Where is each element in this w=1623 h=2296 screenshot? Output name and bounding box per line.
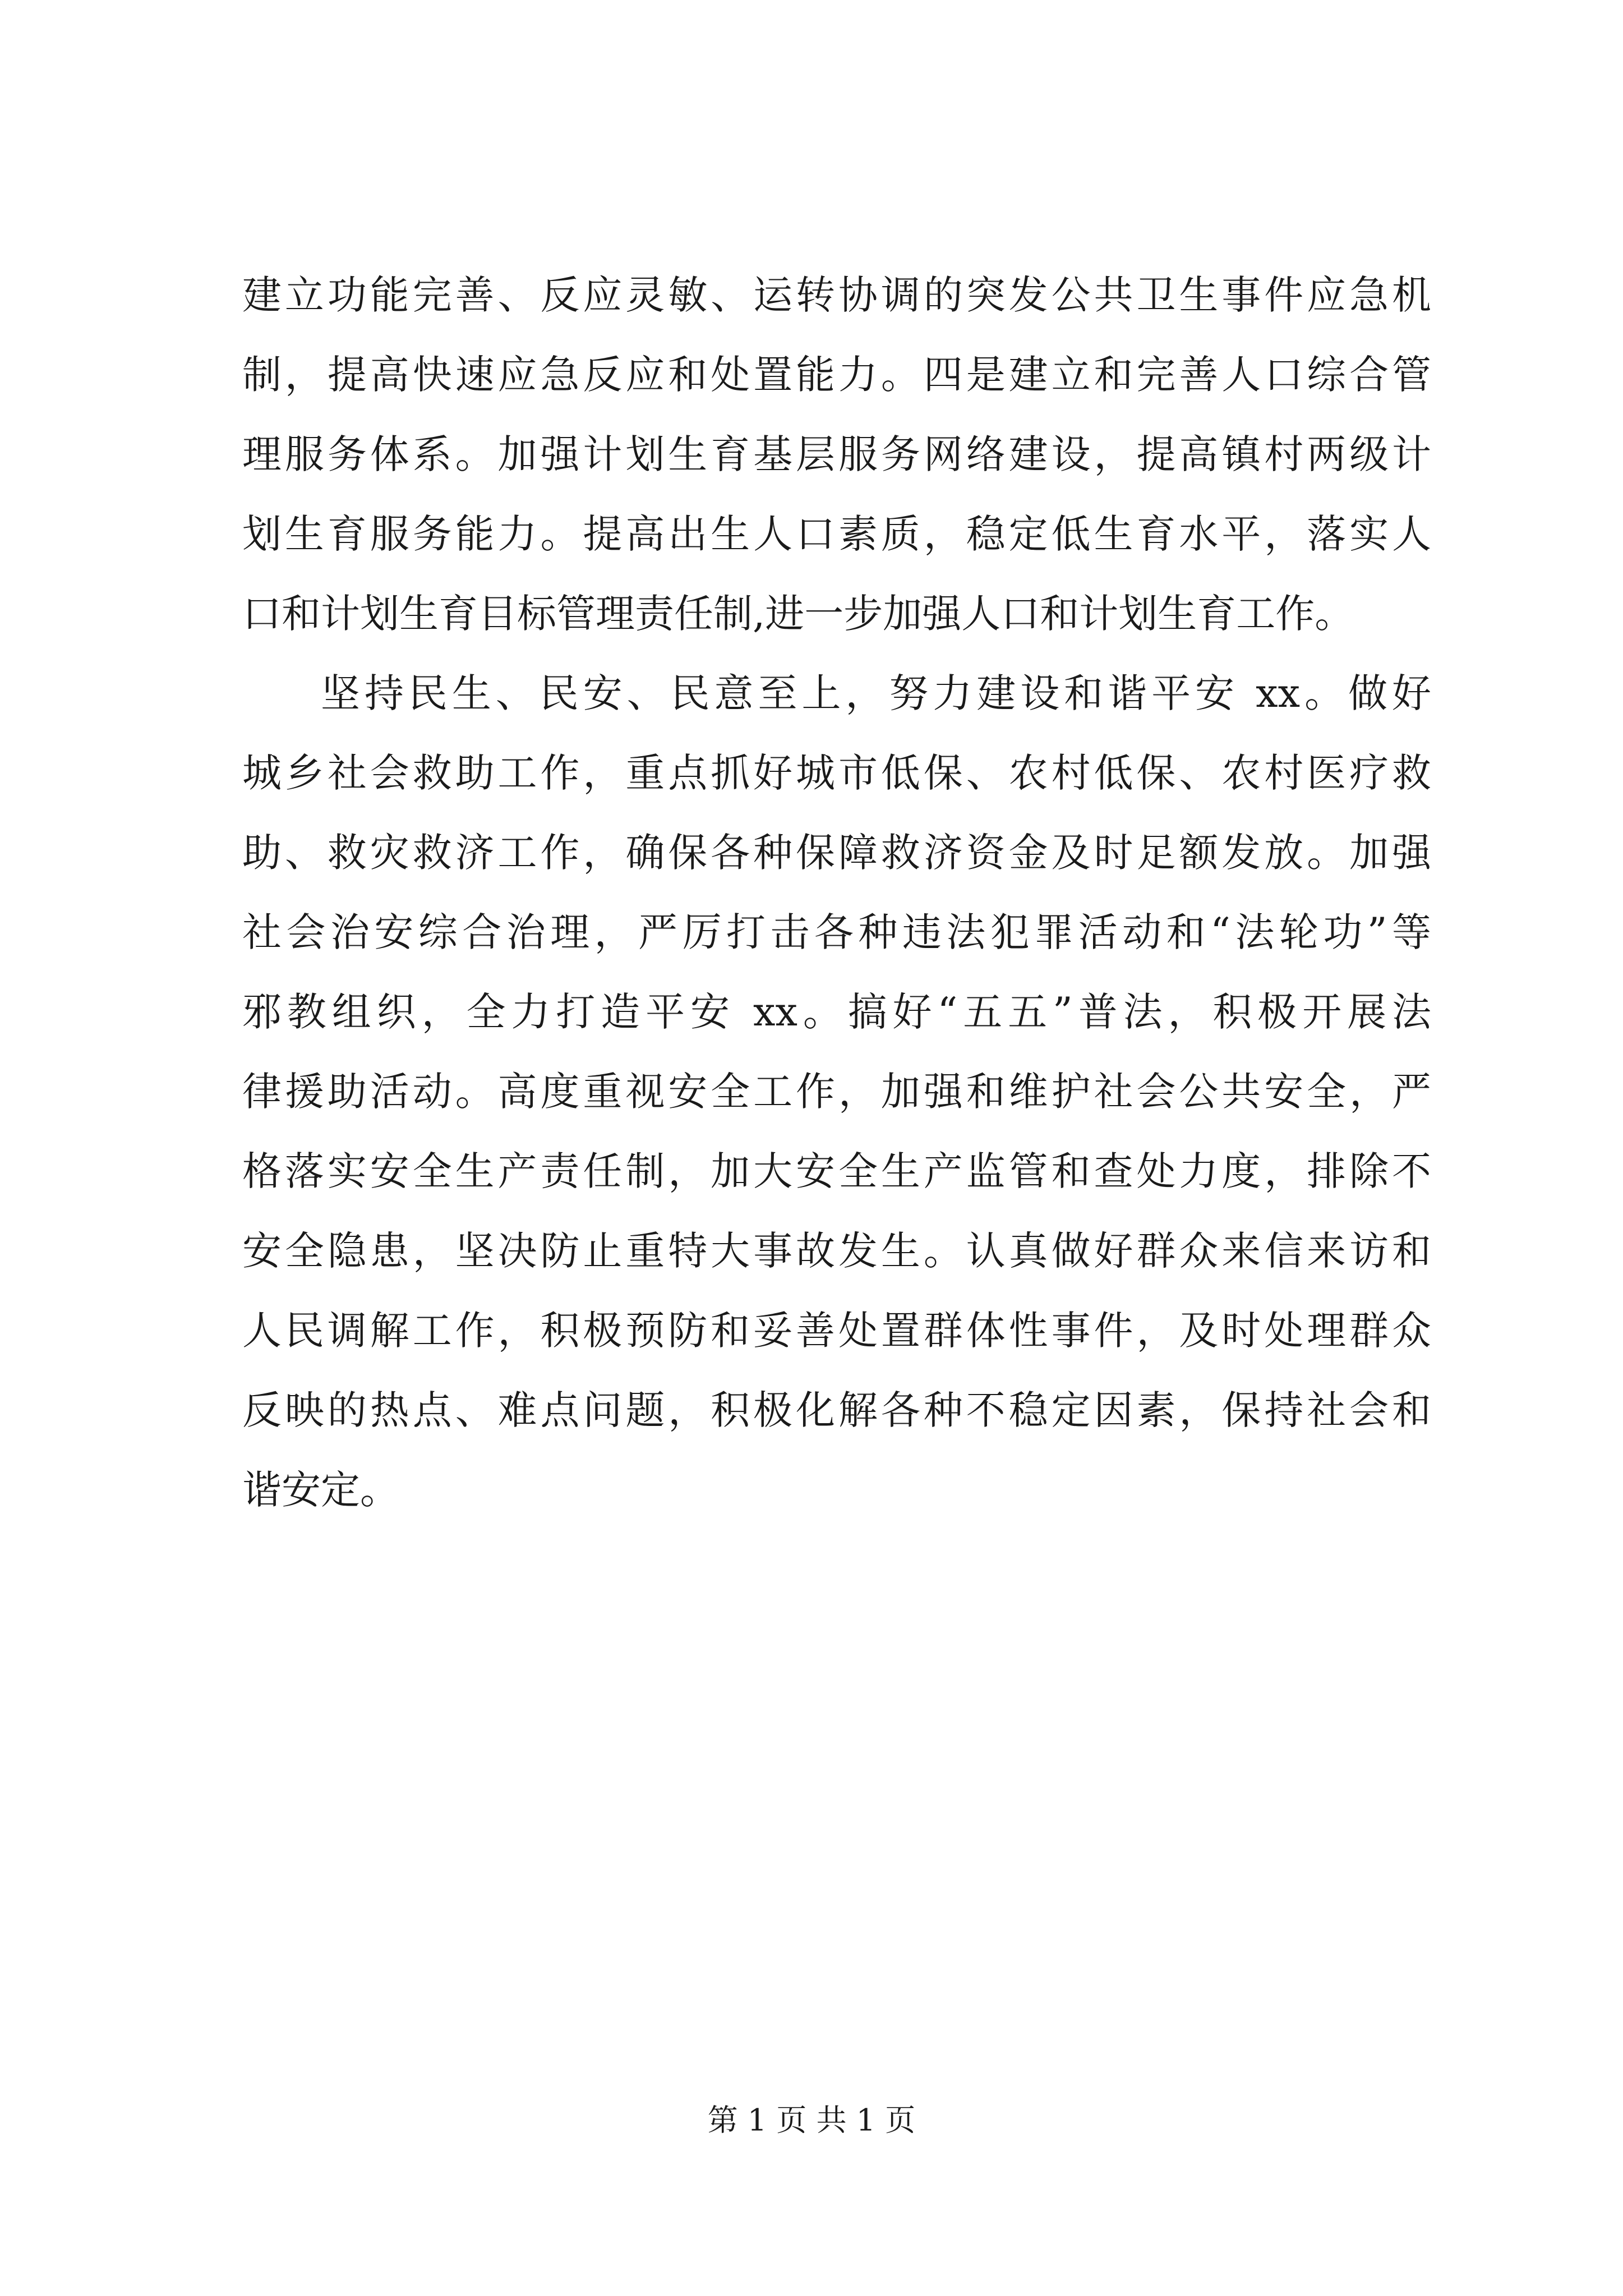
document-body (242, 255, 1431, 1530)
text-line: 社会治安综合治理，严厉打击各种违法犯罪活动和“法轮功”等 (242, 909, 1431, 955)
paragraph-1 (242, 255, 1431, 654)
text-line: 城乡社会救助工作，重点抓好城市低保、农村低保、农村医疗救 (242, 750, 1431, 796)
text-line: 谐安定。 (242, 1467, 399, 1513)
text-line: 理服务体系。加强计划生育基层服务网络建设，提高镇村两级计 (242, 431, 1431, 477)
text-line: 人民调解工作，积极预防和妥善处置群体性事件，及时处理群众 (242, 1308, 1431, 1354)
text-line: 反映的热点、难点问题，积极化解各种不稳定因素，保持社会和 (242, 1387, 1431, 1433)
text-line: 格落实安全生产责任制，加大安全生产监管和查处力度，排除不 (242, 1148, 1431, 1194)
text-line: 划生育服务能力。提高出生人口素质，稳定低生育水平，落实人 (242, 511, 1431, 557)
paragraph-2 (242, 654, 1431, 1530)
text-line: 律援助活动。高度重视安全工作，加强和维护社会公共安全，严 (242, 1069, 1431, 1115)
text-line: 助、救灾救济工作，确保各种保障救济资金及时足额发放。加强 (242, 830, 1431, 876)
text-line: 制，提高快速应急反应和处置能力。四是建立和完善人口综合管 (242, 352, 1431, 398)
text-line: 安全隐患，坚决防止重特大事故发生。认真做好群众来信来访和 (242, 1228, 1431, 1274)
text-line: 坚持民生、民安、民意至上，努力建设和谐平安 xx。做好 (321, 670, 1431, 716)
text-line: 口和计划生育目标管理责任制,进一步加强人口和计划生育工作。 (242, 591, 1354, 637)
text-line: 邪教组织，全力打造平安 xx。搞好“五五”普法，积极开展法 (242, 989, 1431, 1035)
page-number-footer: 第 1 页 共 1 页 (707, 2102, 916, 2138)
text-line: 建立功能完善、反应灵敏、运转协调的突发公共卫生事件应急机 (242, 272, 1431, 318)
